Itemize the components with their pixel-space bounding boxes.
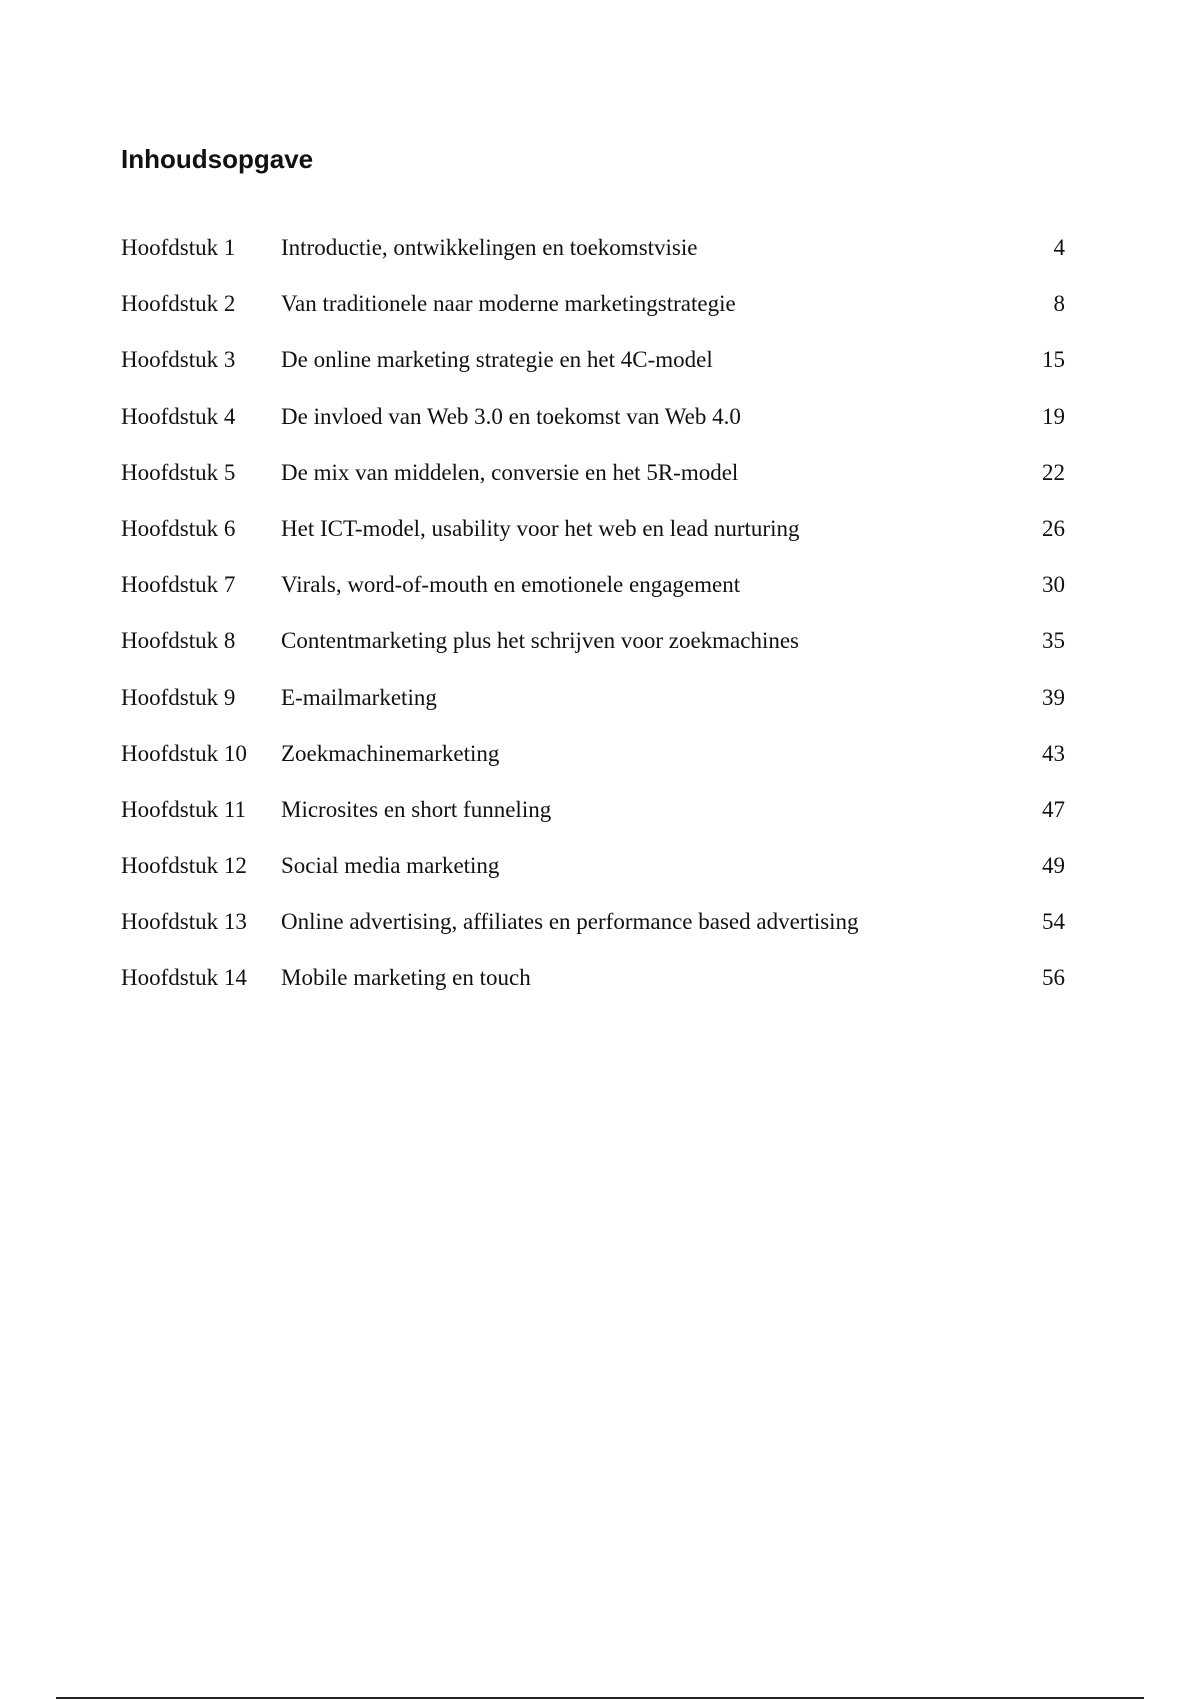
toc-chapter-label: Hoofdstuk 14 — [121, 965, 247, 991]
toc-chapter-title: Virals, word-of-mouth en emotionele engagement — [281, 572, 741, 598]
toc-chapter-label: Hoofdstuk 1 — [121, 235, 236, 260]
toc-page-number: 56 — [1042, 965, 1065, 991]
toc-entry-2 — [121, 284, 1065, 340]
toc-page-number: 54 — [1042, 909, 1065, 935]
toc-chapter-label: Hoofdstuk 12 — [121, 853, 247, 879]
toc-chapter-title: Microsites en short funneling — [281, 796, 552, 822]
toc-chapter-label: Hoofdstuk 13 — [121, 909, 247, 935]
toc-entry-5 — [121, 453, 1065, 509]
toc-chapter-title: De online marketing strategie en het 4C-model — [281, 347, 713, 373]
toc-chapter-label: Hoofdstuk 5 — [121, 459, 236, 485]
toc-entry-14 — [121, 958, 1065, 1014]
toc-chapter-label: Hoofdstuk 10 — [121, 740, 247, 766]
toc-entry-11 — [121, 790, 1065, 846]
toc-entry-9 — [121, 678, 1065, 734]
toc-chapter-label: Hoofdstuk 6 — [121, 515, 236, 541]
toc-entry-1 — [121, 228, 1065, 284]
toc-chapter-title: E-mailmarketing — [281, 684, 437, 710]
toc-chapter-title: Mobile marketing en touch — [281, 965, 531, 991]
toc-entry-3 — [121, 340, 1065, 396]
toc-page-number: 15 — [1042, 347, 1065, 373]
toc-chapter-title: Contentmarketing plus het schrijven voor zoekmachines — [281, 628, 800, 654]
toc-chapter-label: Hoofdstuk 11 — [121, 796, 247, 822]
toc-chapter-title: Het ICT-model, usability voor het web en lead nurturing — [281, 515, 800, 541]
toc-page-number: 30 — [1042, 572, 1065, 598]
toc-chapter-title: Van traditionele naar moderne marketingstrategie — [281, 291, 736, 317]
toc-chapter-title: De invloed van Web 3.0 en toekomst van Web 4.0 — [281, 403, 741, 429]
toc-entry-12 — [121, 846, 1065, 902]
toc-chapter-label: Hoofdstuk 4 — [121, 403, 236, 429]
toc-entry-6 — [121, 509, 1065, 565]
toc-chapter-title: Online advertising, affiliates en performance based advertising — [281, 909, 859, 935]
toc-chapter-title: Zoekmachinemarketing — [281, 740, 500, 766]
toc-entry-4 — [121, 397, 1065, 453]
toc-chapter-label: Hoofdstuk 3 — [121, 347, 236, 373]
toc-chapter-label: Hoofdstuk 9 — [121, 684, 236, 710]
toc-page-number: 47 — [1042, 796, 1065, 822]
toc-page-number: 35 — [1042, 628, 1065, 654]
table-of-contents — [121, 228, 1065, 1015]
table-of-contents-title: Inhoudsopgave — [121, 144, 314, 174]
page-bottom-rule — [56, 1697, 1144, 1699]
toc-chapter-title: De mix van middelen, conversie en het 5R-model — [281, 459, 739, 485]
toc-chapter-title: Introductie, ontwikkelingen en toekomstvisie — [281, 235, 698, 260]
toc-page-number: 4 — [1053, 235, 1065, 260]
toc-entry-7 — [121, 565, 1065, 621]
toc-page-number: 39 — [1042, 684, 1065, 710]
toc-page-number: 43 — [1042, 740, 1065, 766]
toc-page-number: 26 — [1042, 515, 1065, 541]
toc-page-number: 19 — [1042, 403, 1065, 429]
toc-chapter-label: Hoofdstuk 7 — [121, 572, 236, 598]
toc-entry-13 — [121, 902, 1065, 958]
toc-chapter-label: Hoofdstuk 2 — [121, 291, 236, 317]
toc-chapter-title: Social media marketing — [281, 853, 500, 879]
toc-page-number: 49 — [1042, 853, 1065, 879]
toc-page-number: 22 — [1042, 459, 1065, 485]
toc-entry-8 — [121, 621, 1065, 677]
toc-page-number: 8 — [1053, 291, 1065, 317]
toc-chapter-label: Hoofdstuk 8 — [121, 628, 236, 654]
toc-entry-10 — [121, 734, 1065, 790]
